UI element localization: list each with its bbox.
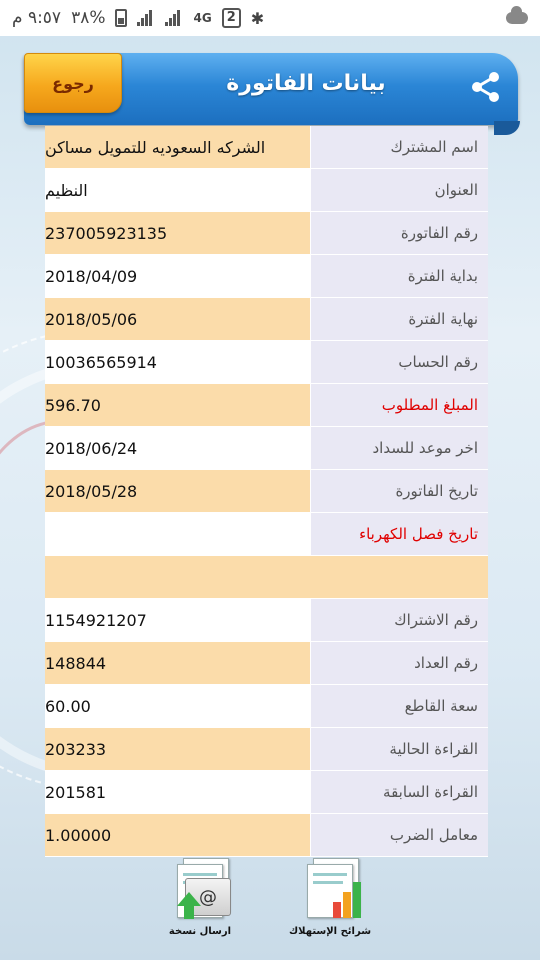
table-row xyxy=(45,298,488,341)
page-title: بيانات الفاتورة xyxy=(226,71,386,96)
row-label: العنوان xyxy=(310,169,488,211)
table-row xyxy=(45,642,488,685)
row-value: 2018/05/06 xyxy=(45,298,310,340)
table-row xyxy=(45,599,488,642)
bill-table xyxy=(45,126,488,856)
send-copy-button[interactable] xyxy=(155,858,245,948)
row-label: رقم العداد xyxy=(310,642,488,684)
row-value: 60.00 xyxy=(45,685,310,727)
row-label: سعة القاطع xyxy=(310,685,488,727)
table-row xyxy=(45,470,488,513)
row-value: 596.70 xyxy=(45,384,310,426)
table-row xyxy=(45,814,488,857)
table-row xyxy=(45,513,488,556)
email-document-icon: @ xyxy=(167,858,233,924)
status-left xyxy=(12,8,264,28)
row-value: 2018/05/28 xyxy=(45,470,310,512)
back-button[interactable]: رجوع xyxy=(24,53,122,113)
row-value: 2018/04/09 xyxy=(45,255,310,297)
signal-icon-2 xyxy=(165,10,183,26)
table-row xyxy=(45,427,488,470)
consumption-tiers-button[interactable] xyxy=(285,858,375,948)
table-row xyxy=(45,255,488,298)
bluetooth-icon: ✱ xyxy=(250,8,265,28)
share-icon[interactable] xyxy=(468,69,504,105)
table-row xyxy=(45,556,488,599)
cloud-icon xyxy=(506,12,528,24)
row-value: الشركه السعوديه للتمويل مساكن xyxy=(45,126,310,168)
header-fold xyxy=(494,121,520,135)
row-label: اسم المشترك xyxy=(310,126,488,168)
chart-document-icon xyxy=(297,858,363,924)
row-value: 148844 xyxy=(45,642,310,684)
row-value: 237005923135 xyxy=(45,212,310,254)
row-value: النظيم xyxy=(45,169,310,211)
row-value: 2018/06/24 xyxy=(45,427,310,469)
row-label: رقم الاشتراك xyxy=(310,599,488,641)
row-label: بداية الفترة xyxy=(310,255,488,297)
row-label: رقم الحساب xyxy=(310,341,488,383)
table-row xyxy=(45,685,488,728)
row-value: 1.00000 xyxy=(45,814,310,856)
table-row xyxy=(45,384,488,427)
consumption-tiers-label: شرائح الإستهلاك xyxy=(288,926,372,937)
row-label: القراءة السابقة xyxy=(310,771,488,813)
row-label: نهاية الفترة xyxy=(310,298,488,340)
status-bar xyxy=(0,0,540,36)
table-row xyxy=(45,341,488,384)
table-row xyxy=(45,126,488,169)
row-value: 203233 xyxy=(45,728,310,770)
row-value: 201581 xyxy=(45,771,310,813)
row-label: معامل الضرب xyxy=(310,814,488,856)
status-time: ٩:٥٧ م xyxy=(12,8,62,28)
signal-icon xyxy=(137,10,155,26)
sim-badge: 2 xyxy=(222,8,241,28)
row-label: رقم الفاتورة xyxy=(310,212,488,254)
send-copy-label: ارسال نسخة xyxy=(168,926,232,937)
table-row xyxy=(45,169,488,212)
row-label: تاريخ الفاتورة xyxy=(310,470,488,512)
row-label: اخر موعد للسداد xyxy=(310,427,488,469)
row-label: القراءة الحالية xyxy=(310,728,488,770)
table-row xyxy=(45,728,488,771)
row-value xyxy=(45,513,310,555)
row-label: المبلغ المطلوب xyxy=(310,384,488,426)
table-row xyxy=(45,771,488,814)
row-value: 1154921207 xyxy=(45,599,310,641)
row-label: تاريخ فصل الكهرباء xyxy=(310,513,488,555)
battery-icon xyxy=(115,9,127,27)
battery-percent: ٣٨% xyxy=(71,8,106,28)
row-value: 10036565914 xyxy=(45,341,310,383)
network-type: 4G xyxy=(193,11,212,25)
table-row xyxy=(45,212,488,255)
